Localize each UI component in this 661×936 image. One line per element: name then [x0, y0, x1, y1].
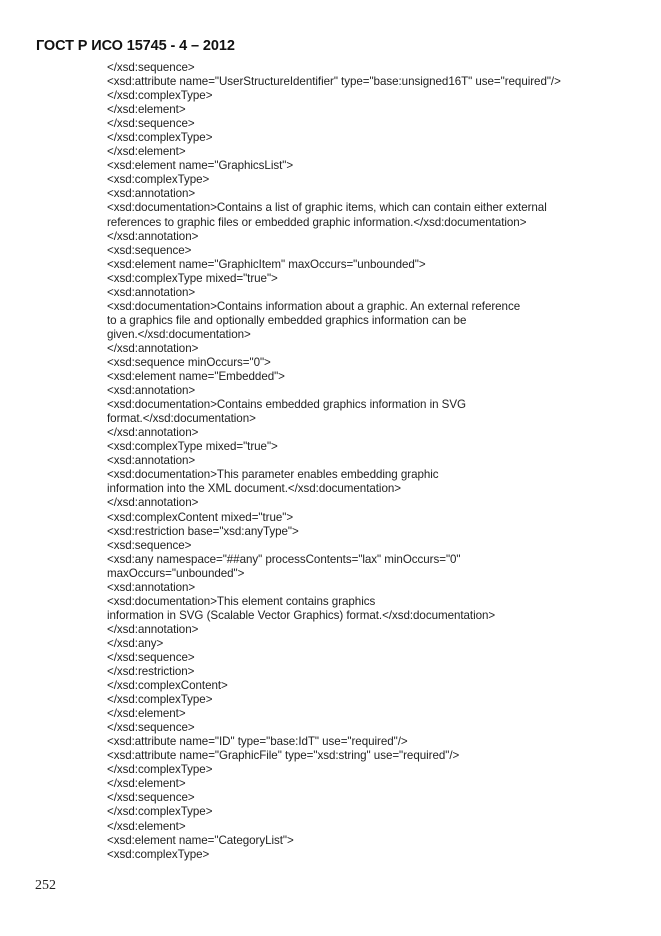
code-line: <xsd:sequence>: [107, 243, 192, 257]
code-line: <xsd:element name="GraphicsList">: [107, 159, 294, 173]
code-line: </xsd:complexType>: [107, 693, 213, 707]
code-line: information in SVG (Scalable Vector Graphics) format.</xsd:documentation>: [107, 608, 496, 622]
code-line: <xsd:documentation>Contains a list of graphic items, which can contain either external: [107, 201, 547, 215]
code-line: </xsd:element>: [107, 707, 186, 721]
code-line: <xsd:complexContent mixed="true">: [107, 510, 294, 524]
code-line: </xsd:annotation>: [107, 426, 199, 440]
code-line: <xsd:complexType mixed="true">: [107, 271, 278, 285]
code-line: maxOccurs="unbounded">: [107, 566, 245, 580]
code-line: </xsd:sequence>: [107, 61, 195, 74]
code-line: </xsd:element>: [107, 145, 186, 159]
code-line: </xsd:any>: [107, 636, 164, 650]
code-line: <xsd:annotation>: [107, 384, 196, 398]
code-line: <xsd:annotation>: [107, 454, 196, 468]
code-line: <xsd:complexType mixed="true">: [107, 440, 278, 454]
code-line: <xsd:documentation>Contains embedded graphics information in SVG: [107, 398, 466, 412]
code-line: <xsd:annotation>: [107, 580, 196, 594]
code-line: given.</xsd:documentation>: [107, 327, 251, 341]
code-line: <xsd:restriction base="xsd:anyType">: [107, 524, 299, 538]
code-line: </xsd:element>: [107, 777, 186, 791]
code-line: <xsd:complexType>: [107, 173, 210, 187]
code-line: </xsd:sequence>: [107, 117, 195, 131]
code-line: <xsd:element name="CategoryList">: [107, 833, 294, 847]
code-line: references to graphic files or embedded graphic information.</xsd:documentation>: [107, 215, 527, 229]
code-line: <xsd:documentation>This parameter enables embedding graphic: [107, 468, 439, 482]
code-line: <xsd:any namespace="##any" processContents="lax" minOccurs="0": [107, 552, 461, 566]
code-line: </xsd:sequence>: [107, 650, 195, 664]
code-line: </xsd:element>: [107, 103, 186, 117]
code-line: <xsd:element name="GraphicItem" maxOccurs="unbounded">: [107, 257, 426, 271]
code-line: </xsd:complexType>: [107, 89, 213, 103]
code-line: information into the XML document.</xsd:documentation>: [107, 482, 401, 496]
code-line: </xsd:sequence>: [107, 791, 195, 805]
code-line: format.</xsd:documentation>: [107, 412, 256, 426]
code-line: <xsd:complexType>: [107, 847, 210, 861]
xsd-code-listing: [107, 61, 647, 862]
document-header: ГОСТ Р ИСО 15745 - 4 – 2012: [36, 38, 235, 54]
code-line: </xsd:complexContent>: [107, 679, 228, 693]
code-line: <xsd:documentation>Contains information about a graphic. An external reference: [107, 299, 521, 313]
code-line: </xsd:annotation>: [107, 496, 199, 510]
code-line: </xsd:complexType>: [107, 763, 213, 777]
code-line: </xsd:annotation>: [107, 622, 199, 636]
code-line: </xsd:restriction>: [107, 665, 195, 679]
code-line: <xsd:attribute name="GraphicFile" type="xsd:string" use="required"/>: [107, 749, 460, 763]
code-line: </xsd:element>: [107, 819, 186, 833]
code-line: <xsd:annotation>: [107, 285, 196, 299]
code-line: </xsd:annotation>: [107, 341, 199, 355]
code-line: to a graphics file and optionally embedded graphics information can be: [107, 313, 467, 327]
code-line: <xsd:attribute name="UserStructureIdentifier" type="base:unsigned16T" use="required"/>: [107, 75, 561, 89]
code-line: <xsd:sequence minOccurs="0">: [107, 355, 271, 369]
code-line: <xsd:documentation>This element contains graphics: [107, 594, 376, 608]
code-line: </xsd:complexType>: [107, 131, 213, 145]
code-line: </xsd:annotation>: [107, 229, 199, 243]
page-number: 252: [35, 878, 56, 893]
code-line: <xsd:element name="Embedded">: [107, 370, 285, 384]
code-line: </xsd:complexType>: [107, 805, 213, 819]
code-line: <xsd:annotation>: [107, 187, 196, 201]
code-line: <xsd:sequence>: [107, 538, 192, 552]
code-line: <xsd:attribute name="ID" type="base:IdT" use="required"/>: [107, 735, 408, 749]
code-line: </xsd:sequence>: [107, 721, 195, 735]
